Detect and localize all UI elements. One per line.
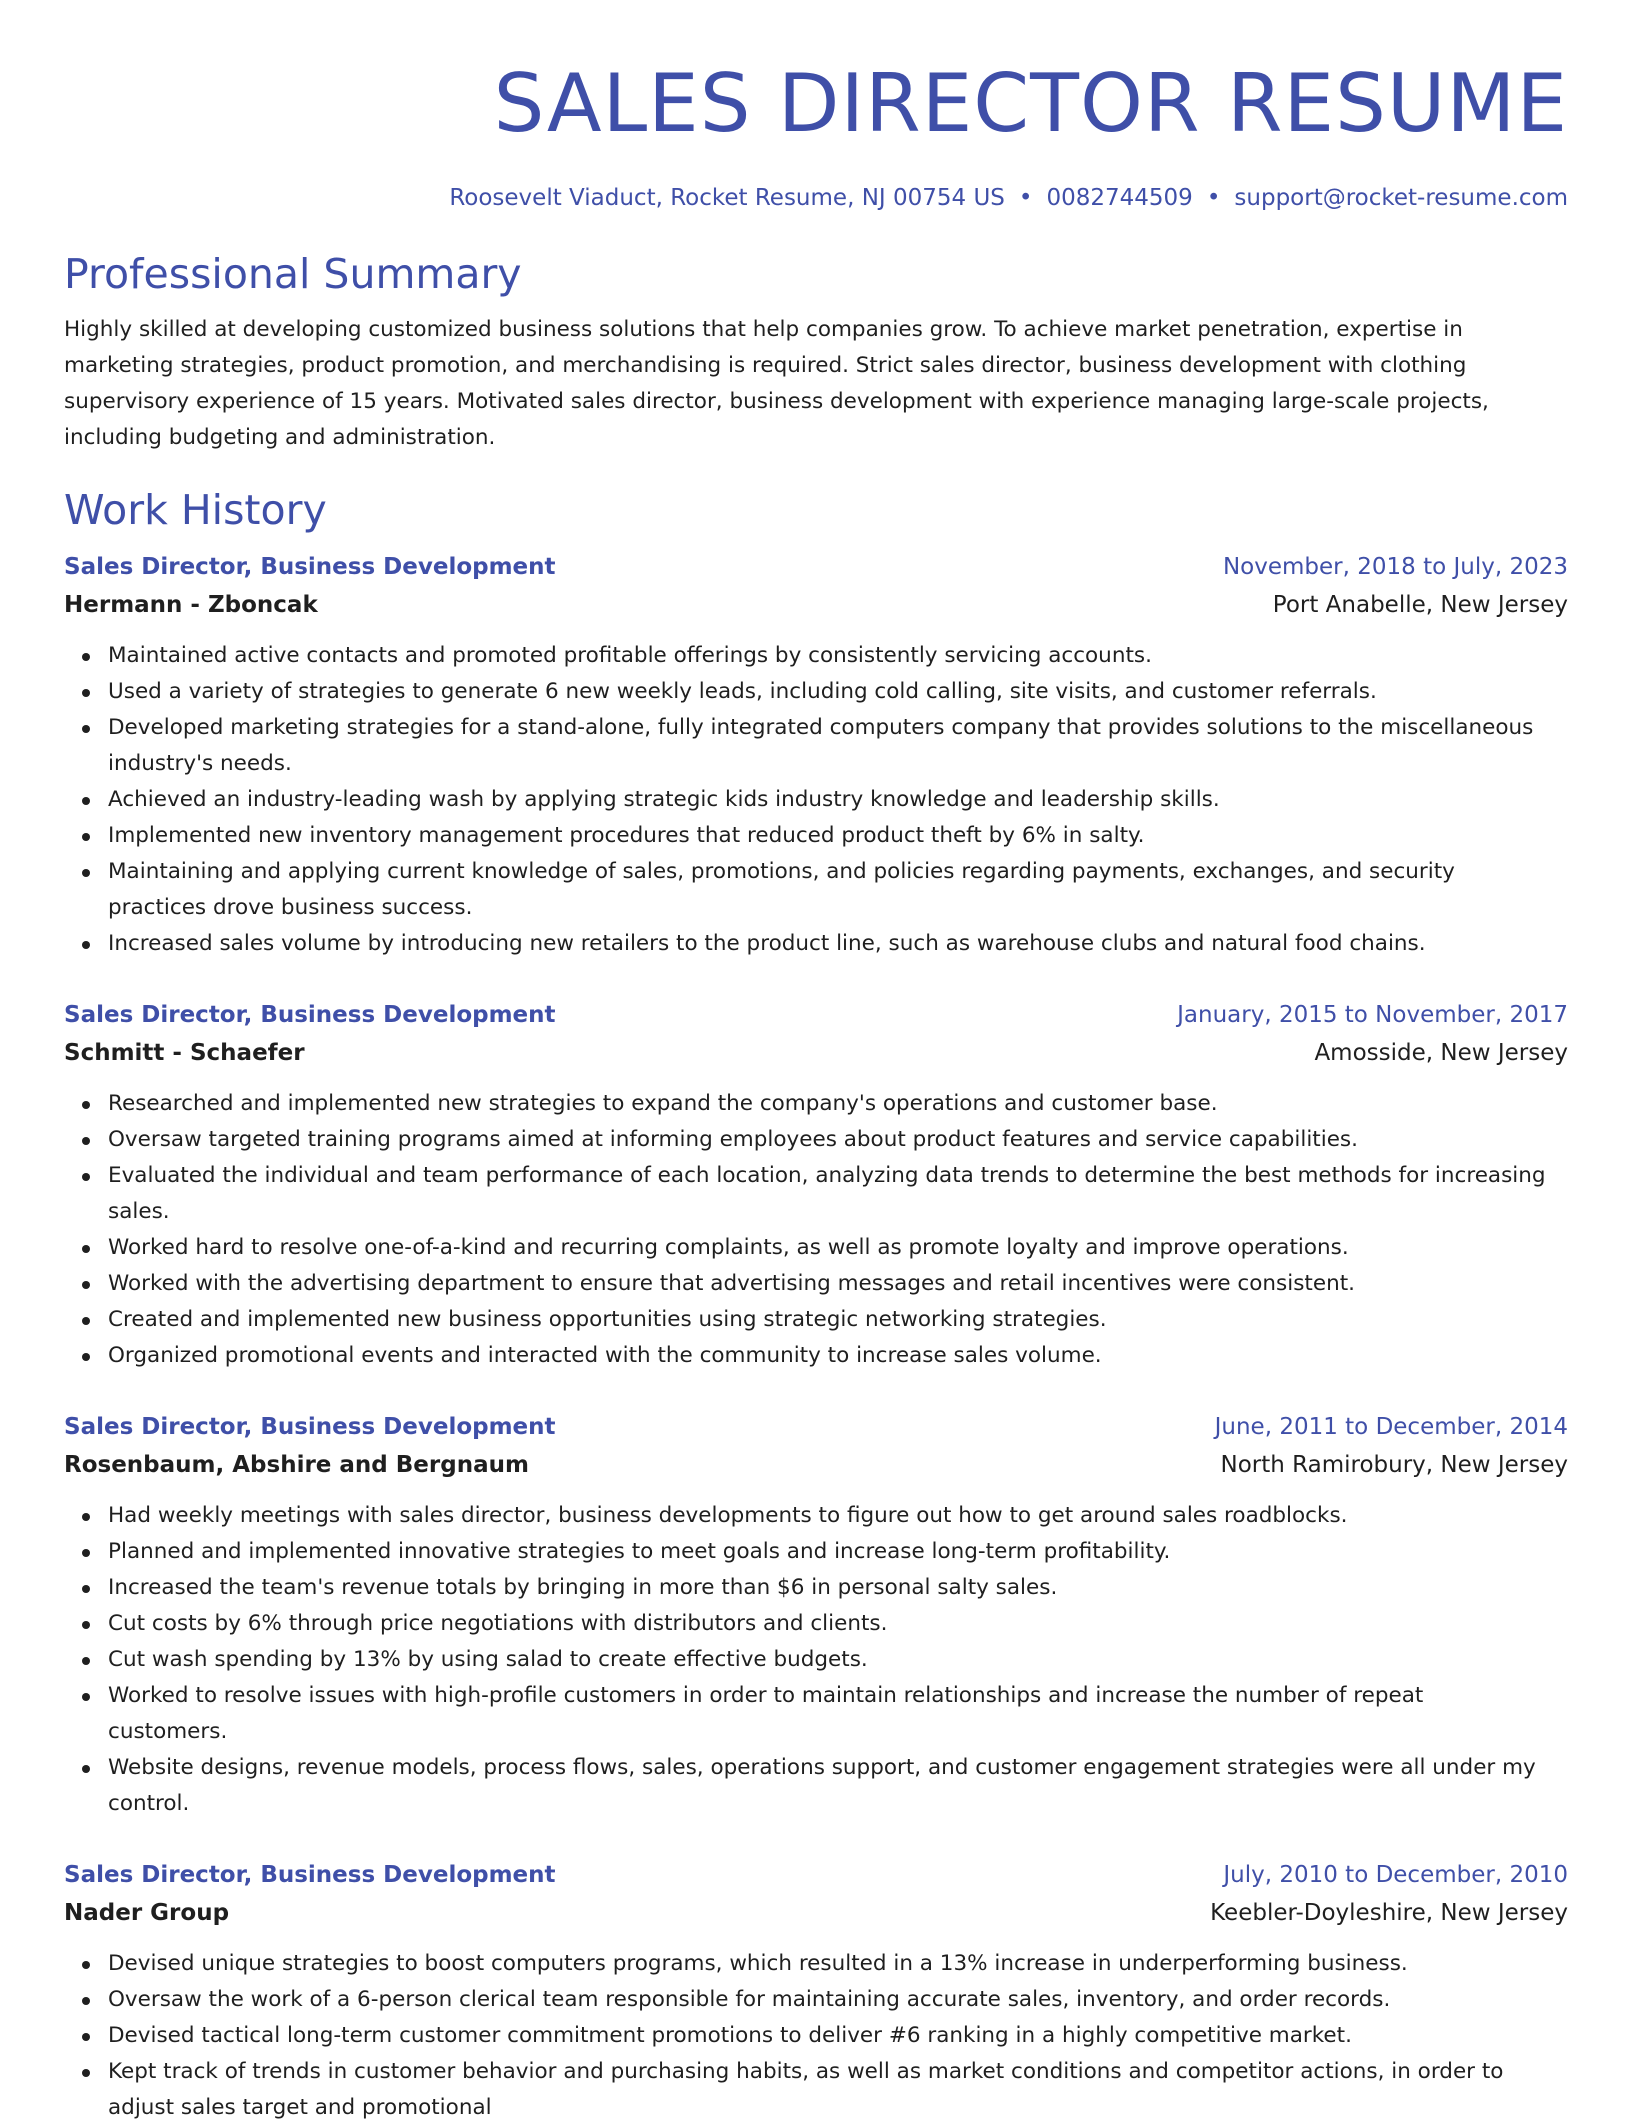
job-entry	[64, 548, 1568, 962]
resume-title: SALES DIRECTOR RESUME	[493, 57, 1568, 150]
job-bullet: Worked to resolve issues with high-profile customers in order to maintain relationships and increase the number of repeat customers.	[108, 1678, 1568, 1750]
job-bullets	[64, 638, 1568, 962]
job-bullets	[64, 1086, 1568, 1374]
job-bullet: Website designs, revenue models, process flows, sales, operations support, and customer engagement strategies were all under my control.	[108, 1750, 1568, 1822]
job-bullet: Evaluated the individual and team performance of each location, analyzing data trends to determine the best methods for increasing sales.	[108, 1158, 1568, 1230]
job-subheader	[64, 1034, 1568, 1072]
job-bullet: Devised tactical long-term customer commitment promotions to deliver #6 ranking in a highly competitive market.	[108, 2018, 1568, 2054]
job-location: Amosside, New Jersey	[1314, 1040, 1568, 1066]
contact-separator: •	[1206, 185, 1221, 211]
job-bullet: Used a variety of strategies to generate 6 new weekly leads, including cold calling, site visits, and customer referrals.	[108, 674, 1568, 710]
job-title: Sales Director, Business Development	[64, 1414, 556, 1440]
contact-address: Roosevelt Viaduct, Rocket Resume, NJ 00754 US	[449, 185, 1005, 211]
job-bullet: Had weekly meetings with sales director, business developments to figure out how to get around sales roadblocks.	[108, 1498, 1568, 1534]
job-company: Rosenbaum, Abshire and Bergnaum	[64, 1452, 529, 1478]
job-title: Sales Director, Business Development	[64, 554, 556, 580]
work-history-heading: Work History	[64, 486, 327, 534]
job-bullet: Oversaw the work of a 6-person clerical team responsible for maintaining accurate sales, inventory, and order records.	[108, 1982, 1568, 2018]
job-bullet: Planned and implemented innovative strategies to meet goals and increase long-term profitability.	[108, 1534, 1568, 1570]
job-company: Hermann - Zboncak	[64, 592, 318, 618]
job-bullet: Created and implemented new business opportunities using strategic networking strategies.	[108, 1302, 1568, 1338]
job-bullet: Maintained active contacts and promoted profitable offerings by consistently servicing accounts.	[108, 638, 1568, 674]
job-bullet: Oversaw targeted training programs aimed at informing employees about product features and service capabilities.	[108, 1122, 1568, 1158]
job-entry	[64, 1408, 1568, 1822]
job-location: Port Anabelle, New Jersey	[1272, 592, 1568, 618]
job-bullet: Devised unique strategies to boost computers programs, which resulted in a 13% increase in underperforming business.	[108, 1946, 1568, 1982]
job-entry	[64, 1856, 1568, 2126]
job-location: Keebler-Doyleshire, New Jersey	[1210, 1900, 1568, 1926]
job-bullet: Cut wash spending by 13% by using salad to create effective budgets.	[108, 1642, 1568, 1678]
job-bullets	[64, 1498, 1568, 1822]
job-header	[64, 1856, 1568, 1894]
job-bullet: Kept track of trends in customer behavior and purchasing habits, as well as market conditions and competitor actions, in order to adjust sales target and promotional	[108, 2054, 1568, 2126]
job-bullet: Researched and implemented new strategies to expand the company's operations and customer base.	[108, 1086, 1568, 1122]
job-header	[64, 548, 1568, 586]
job-bullet: Achieved an industry-leading wash by applying strategic kids industry knowledge and leadership skills.	[108, 782, 1568, 818]
job-bullet: Worked hard to resolve one-of-a-kind and recurring complaints, as well as promote loyalty and improve operations.	[108, 1230, 1568, 1266]
job-title: Sales Director, Business Development	[64, 1862, 556, 1888]
job-subheader	[64, 586, 1568, 624]
work-history-list	[64, 548, 1568, 2126]
job-bullet: Increased sales volume by introducing new retailers to the product line, such as warehouse clubs and natural food chains.	[108, 926, 1568, 962]
job-bullet: Increased the team's revenue totals by bringing in more than $6 in personal salty sales.	[108, 1570, 1568, 1606]
contact-phone: 0082744509	[1046, 185, 1193, 211]
job-header	[64, 996, 1568, 1034]
job-subheader	[64, 1894, 1568, 1932]
job-bullets	[64, 1946, 1568, 2126]
job-bullet: Maintaining and applying current knowledge of sales, promotions, and policies regarding payments, exchanges, and security practices drove business success.	[108, 854, 1568, 926]
job-company: Schmitt - Schaefer	[64, 1040, 305, 1066]
job-bullet: Developed marketing strategies for a stand-alone, fully integrated computers company that provides solutions to the miscellaneous industry's needs.	[108, 710, 1568, 782]
summary-text: Highly skilled at developing customized business solutions that help companies grow. To achieve market penetration, expertise in marketing strategies, product promotion, and merchandising is required. Strict sales director, business development with clothing supervisory experience of 15 years. Motivated sales director, business development with experience managing large-scale projects, including budgeting and administration.	[64, 317, 1489, 450]
job-dates: June, 2011 to December, 2014	[1214, 1414, 1568, 1440]
job-dates: January, 2015 to November, 2017	[1177, 1002, 1568, 1028]
job-header	[64, 1408, 1568, 1446]
job-title: Sales Director, Business Development	[64, 1002, 556, 1028]
summary-heading: Professional Summary	[64, 250, 522, 298]
job-bullet: Cut costs by 6% through price negotiations with distributors and clients.	[108, 1606, 1568, 1642]
job-bullet: Organized promotional events and interacted with the community to increase sales volume.	[108, 1338, 1568, 1374]
contact-email: support@rocket-resume.com	[1234, 185, 1568, 211]
job-company: Nader Group	[64, 1900, 230, 1926]
job-bullet: Implemented new inventory management procedures that reduced product theft by 6% in salty.	[108, 818, 1568, 854]
contact-separator: •	[1018, 185, 1033, 211]
job-dates: July, 2010 to December, 2010	[1223, 1862, 1568, 1888]
contact-line	[64, 182, 1568, 214]
job-subheader	[64, 1446, 1568, 1484]
job-dates: November, 2018 to July, 2023	[1222, 554, 1568, 580]
resume-page	[64, 0, 1568, 2126]
job-location: North Ramirobury, New Jersey	[1220, 1452, 1568, 1478]
job-entry	[64, 996, 1568, 1374]
job-bullet: Worked with the advertising department to ensure that advertising messages and retail incentives were consistent.	[108, 1266, 1568, 1302]
